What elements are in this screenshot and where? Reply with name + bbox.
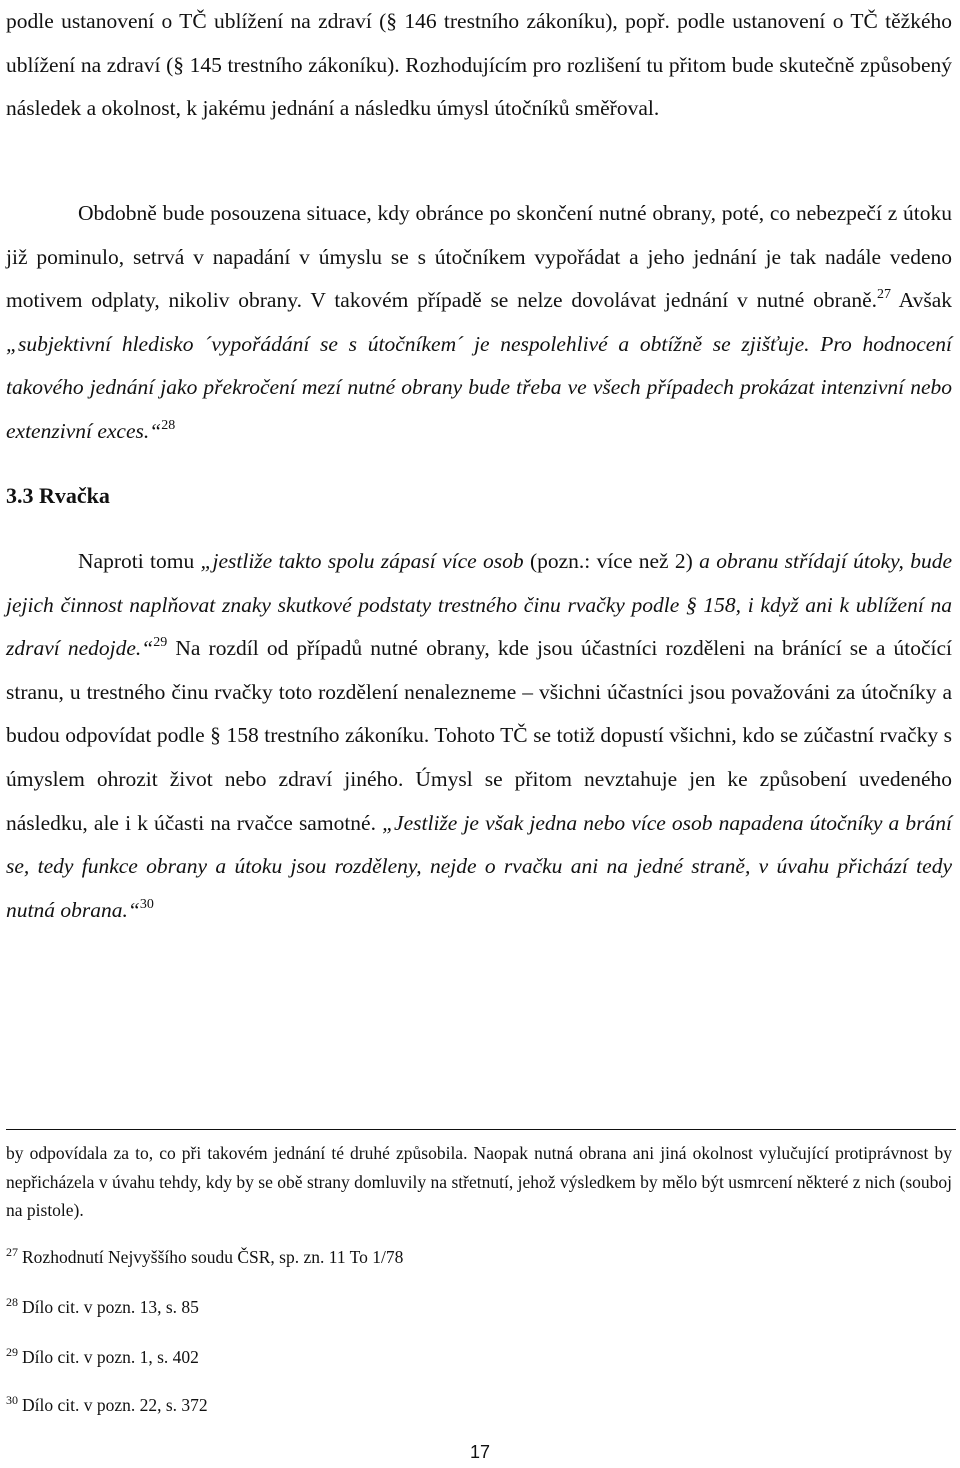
paragraph-body bbox=[6, 0, 952, 131]
footnote-30 bbox=[6, 1393, 208, 1417]
quoted-text: „Jestliže je však jedna nebo více osob napadena útočníky a brání se, tedy funkce obrany a útoku jsou rozděleny, nejde o rvačku ani na jedné straně, v úvahu přichází tedy nutná obrana.“ bbox=[6, 810, 952, 922]
footnote-28 bbox=[6, 1295, 199, 1319]
section-heading: 3.3 Rvačka bbox=[6, 483, 110, 508]
footnote-continuation bbox=[6, 1139, 952, 1225]
footnote-ref-28: 28 bbox=[161, 417, 176, 433]
body-text: Naproti tomu bbox=[78, 549, 201, 573]
paragraph-body bbox=[6, 192, 952, 454]
footnote-29 bbox=[6, 1345, 199, 1369]
footnote-number: 29 bbox=[6, 1345, 18, 1359]
quoted-text: a obranu střídají útoky, bude jejich činnost naplňovat znaky skutkové podstaty trestného činu rvačky podle § 158, i když ani k ublížení na zdraví nedojde.“ bbox=[6, 549, 952, 661]
paragraph-brawl bbox=[6, 540, 952, 932]
quoted-text: „subjektivní hledisko ´vypořádání se s útočníkem´ je nespolehlivé a obtížně se zjišťuje. Pro hodnocení takového jednání jako překročení mezí nutné obrany bude třeba ve všech případech prokázat intenzivní nebo extenzivní exces.“ bbox=[6, 331, 952, 443]
body-text: podle ustanovení o TČ ublížení na zdraví (§ 146 trestního zákoníku), popř. podle ustanovení o TČ těžkého ublížení na zdraví (§ 145 trestního zákoníku). Rozhodujícím pro rozlišení tu přitom bude skutečně způsobený následek a okolnost, k jakému jednání a následku úmysl útočníků směřoval. bbox=[6, 9, 952, 121]
footnote-ref-27: 27 bbox=[877, 287, 892, 303]
footnote-ref-30: 30 bbox=[139, 896, 154, 912]
body-text: (pozn.: více než 2) bbox=[523, 549, 700, 573]
footnote-number: 30 bbox=[6, 1393, 18, 1407]
footnote-text: Dílo cit. v pozn. 13, s. 85 bbox=[22, 1297, 199, 1317]
quoted-text: „jestliže takto spolu zápasí více osob bbox=[200, 549, 524, 573]
paragraph-continuation bbox=[6, 0, 952, 131]
footnote-27 bbox=[6, 1245, 403, 1269]
body-text: Obdobně bude posouzena situace, kdy obránce po skončení nutné obrany, poté, co nebezpečí z útoku již pominulo, setrvá v napadání v úmyslu se s útočníkem vypořádat a jeho jednání je tak nadále vedeno motivem odplaty, nikoliv obrany. V takovém případě se nelze dovolávat jednání v nutné obraně. bbox=[6, 201, 952, 313]
footnote-separator bbox=[6, 1129, 956, 1130]
body-text: Na rozdíl od případů nutné obrany, kde jsou účastníci rozděleni na bránící se a útočící stranu, u trestného činu rvačky toto rozdělení nenalezneme – všichni účastníci jsou považováni za útočníky a budou odpovídat podle § 158 trestního zákoníku. Tohoto TČ se totiž dopustí všichni, kdo se zúčastní rvačky s úmyslem ohrozit život nebo zdraví jiného. Úmysl se přitom nevztahuje jen ke způsobení uvedeného následku, ale i k účasti na rvačce samotné. bbox=[6, 636, 952, 835]
footnote-number: 28 bbox=[6, 1295, 18, 1309]
footnote-text: Rozhodnutí Nejvyššího soudu ČSR, sp. zn. 11 To 1/78 bbox=[22, 1247, 404, 1267]
footnote-text: Dílo cit. v pozn. 22, s. 372 bbox=[22, 1395, 208, 1415]
footnote-ref-29: 29 bbox=[153, 635, 168, 651]
footnote-number: 27 bbox=[6, 1245, 18, 1259]
paragraph-body bbox=[6, 540, 952, 932]
footnote-continuation-text: by odpovídala za to, co při takovém jednání té druhé způsobila. Naopak nutná obrana ani jiná okolnost vylučující protiprávnost by nepřicházela v úvahu tehdy, kdy by se obě strany domluvily na střetnutí, jehož výsledkem by mělo být usmrcení některé z nich (souboj na pistole). bbox=[6, 1143, 952, 1220]
body-text: Avšak bbox=[891, 288, 952, 313]
footnote-text: Dílo cit. v pozn. 1, s. 402 bbox=[22, 1347, 199, 1367]
paragraph-excess-defense bbox=[6, 192, 952, 454]
page-number: 17 bbox=[469, 1442, 491, 1462]
